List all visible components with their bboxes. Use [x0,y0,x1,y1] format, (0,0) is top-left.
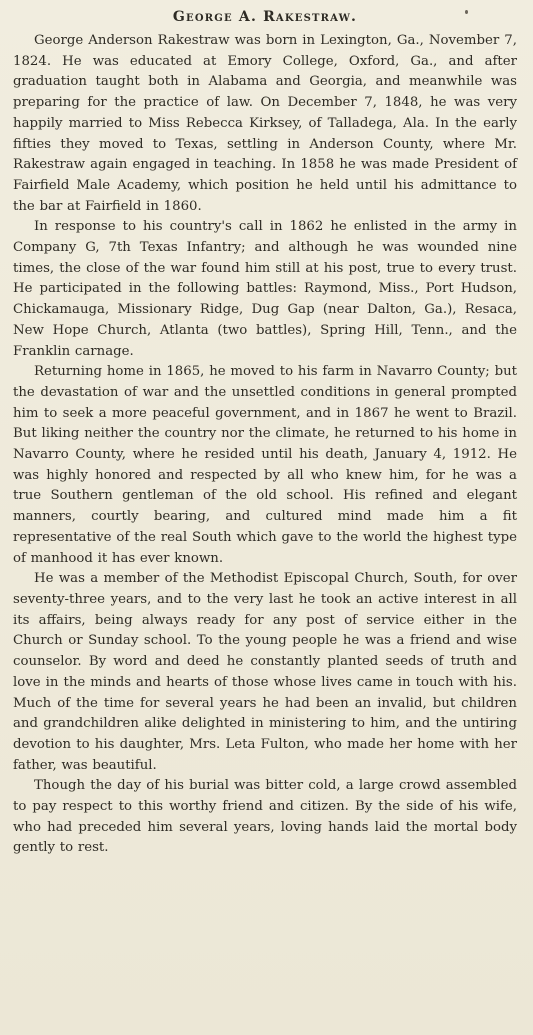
paragraph-5: Though the day of his burial was bitter cold, a large crowd assembled to pay respect to this worthy friend and citizen. By the side of his wife, who had preceded him several years, loving hands laid the mortal body gently to rest. [13,778,517,856]
paragraph-3: Returning home in 1865, he moved to his farm in Navarro County; but the devastation of war and the unsettled conditions in general prompted him to seek a more peaceful government, and in 1867 he went to Brazil. But liking neither the country nor the climate, he returned to his home in Navarro County, where he resided until his death, January 4, 1912. He was highly honored and respected by all who knew him, for he was a true Southern gentleman of the old school. His refined and elegant manners, courtly bearing, and cultured mind made him a fit representative of the real South which gave to the world the highest type of manhood it has ever known. [13,364,517,566]
paragraph-4: He was a member of the Methodist Episcopal Church, South, for over seventy-three years, and to the very last he took an active interest in all its affairs, being always ready for any post of service either in the Church or Sunday school. To the young people he was a friend and wise counselor. By word and deed he constantly planted seeds of truth and love in the minds and hearts of those whose lives came in touch with his. Much of the time for several years he had been an invalid, but children and grandchildren alike delighted in ministering to him, and the untiring devotion to his daughter, Mrs. Leta Fulton, who made her home with her father, was beautiful. [13,571,517,773]
paragraph-1: George Anderson Rakestraw was born in Lexington, Ga., November 7, 1824. He was educated at Emory College, Oxford, Ga., and after graduation taught both in Alabama and Georgia, and meanwhile was preparing for the practice of law. On December 7, 1848, he was very happily married to Miss Rebecca Kirksey, of Talladega, Ala. In the early fifties they moved to Texas, settling in Anderson County, where Mr. Rakestraw again engaged in teaching. In 1858 he was made President of Fairfield Male Academy, which position he held until his admittance to the bar at Fairfield in 1860. [13,33,517,214]
article-body [13,31,517,859]
ink-speck [465,10,468,14]
page-title: George A. Rakestraw. [172,9,358,25]
paragraph-2: In response to his country's call in 1862 he enlisted in the army in Company G, 7th Texas Infantry; and although he was wounded nine times, the close of the war found him still at his post, true to every trust. He participated in the following battles: Raymond, Miss., Port Hudson, Chickamauga, Missionary Ridge, Dug Gap (near Dalton, Ga.), Resaca, New Hope Church, Atlanta (two battles), Spring Hill, Tenn., and the Franklin carnage. [13,219,517,359]
